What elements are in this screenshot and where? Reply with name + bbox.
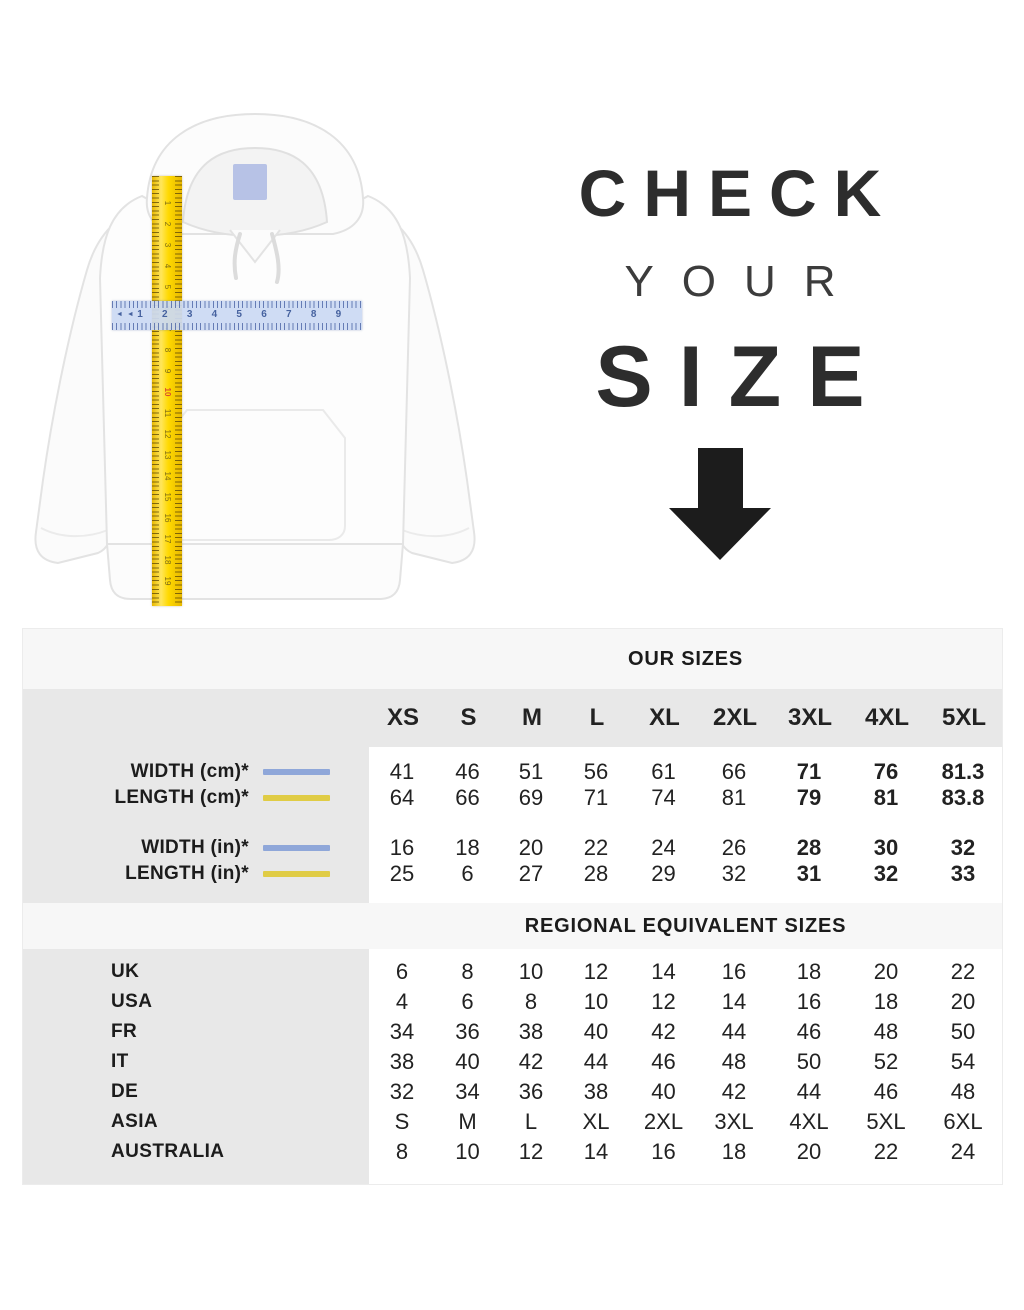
regional-value-cell: 8 — [461, 959, 474, 984]
regional-sizes-band — [23, 903, 1002, 949]
regional-value-cell: 52 — [873, 1049, 899, 1074]
regional-value-cell: 12 — [518, 1139, 544, 1164]
measurement-value-cell: 46 — [455, 759, 480, 784]
regional-row-label: USA — [111, 991, 153, 1012]
measurement-row-label-text: LENGTH (cm)* — [114, 787, 249, 808]
size-header-cell: M — [522, 704, 542, 731]
regional-row-label: AUSTRALIA — [111, 1141, 225, 1162]
size-header-cell: XL — [649, 704, 680, 731]
measurement-values — [368, 835, 1002, 861]
ruler-number: 6 — [261, 309, 267, 320]
measurement-value-cell: 33 — [950, 861, 976, 886]
regional-value-cell: 8 — [395, 1139, 409, 1164]
horizontal-ruler-ticks — [112, 323, 362, 330]
regional-value-cell: M — [458, 1109, 477, 1134]
measurement-value-cell: 69 — [518, 785, 544, 810]
horizontal-ruler-ticks — [112, 301, 362, 308]
regional-value-cell: 44 — [583, 1049, 609, 1074]
size-header-cell: 2XL — [712, 704, 757, 731]
ruler-number: 8 — [310, 309, 317, 320]
measurement-row-label-text: LENGTH (in)* — [125, 863, 249, 884]
measurement-value-cell: 24 — [651, 835, 676, 860]
measurement-value-cell: 66 — [455, 785, 480, 810]
ruler-number: 7 — [286, 309, 292, 320]
measurement-values — [368, 759, 1002, 785]
size-header-cell: 4XL — [864, 704, 909, 731]
ruler-number: 15 — [163, 492, 172, 502]
regional-values — [368, 959, 1002, 985]
ruler-number: 10 — [163, 387, 172, 397]
regional-values — [368, 1109, 1002, 1135]
measurement-row-label — [23, 837, 368, 859]
regional-value-cell: 36 — [455, 1019, 480, 1044]
regional-value-cell: 16 — [651, 1139, 676, 1164]
ruler-number: 14 — [163, 471, 172, 481]
regional-value-cell: 40 — [651, 1079, 676, 1104]
size-header-row — [23, 689, 1002, 747]
measurement-value-cell: 6 — [461, 861, 474, 886]
regional-value-cell: 44 — [721, 1019, 747, 1044]
ruler-number: 5 — [236, 309, 242, 320]
regional-value-cell: 6 — [461, 989, 474, 1014]
vertical-ruler-ticks — [175, 176, 182, 606]
ruler-number: 3 — [186, 309, 193, 320]
regional-value-cell: 2XL — [643, 1109, 684, 1134]
ruler-number: 3 — [163, 242, 172, 248]
regional-value-cell: 8 — [524, 989, 538, 1014]
regional-value-cell: 12 — [651, 989, 676, 1014]
regional-value-cell: 10 — [518, 959, 544, 984]
measurement-value-cell: 71 — [583, 785, 609, 810]
headline-line-1: CHECK — [578, 156, 899, 230]
regional-value-cell: 14 — [583, 1139, 609, 1164]
measurement-value-cell: 28 — [796, 835, 822, 860]
measurement-row — [23, 861, 1002, 887]
regional-value-cell: 4XL — [789, 1109, 829, 1134]
regional-value-cell: 38 — [389, 1049, 415, 1074]
regional-value-cell: S — [394, 1109, 410, 1134]
measurement-row — [23, 785, 1002, 811]
regional-value-cell: 38 — [518, 1019, 544, 1044]
regional-value-cell: 22 — [873, 1139, 899, 1164]
regional-row — [23, 1077, 1002, 1107]
length-swatch — [263, 795, 330, 801]
vertical-ruler-ticks — [152, 176, 159, 606]
vertical-ruler-icon — [152, 176, 182, 606]
regional-value-cell: 14 — [651, 959, 676, 984]
size-header-cell: S — [460, 704, 477, 731]
width-swatch — [263, 845, 330, 851]
regional-values — [368, 1049, 1002, 1075]
ruler-number: 11 — [163, 408, 172, 418]
measurement-value-cell: 32 — [721, 861, 747, 886]
regional-values — [368, 1079, 1002, 1105]
regional-row — [23, 1137, 1002, 1167]
measurement-row — [23, 759, 1002, 785]
measurement-value-cell: 27 — [518, 861, 544, 886]
ruler-number: 13 — [163, 450, 172, 460]
hoodie-neck-label — [233, 164, 267, 200]
ruler-number: 9 — [335, 309, 342, 320]
measurement-value-cell: 64 — [389, 785, 415, 810]
regional-section — [23, 949, 1002, 1184]
measurement-values — [368, 785, 1002, 811]
measurement-value-cell: 76 — [873, 759, 899, 784]
regional-value-cell: 48 — [721, 1049, 747, 1074]
regional-value-cell: 3XL — [714, 1109, 754, 1134]
regional-value-cell: 14 — [721, 989, 747, 1014]
regional-row — [23, 957, 1002, 987]
measurement-value-cell: 18 — [455, 835, 480, 860]
measurement-value-cell: 32 — [950, 835, 976, 860]
measurement-value-cell: 30 — [873, 835, 899, 860]
regional-value-cell: 40 — [455, 1049, 480, 1074]
measurement-value-cell: 81 — [873, 785, 899, 810]
down-arrow-head — [669, 508, 771, 560]
measurement-value-cell: 20 — [518, 835, 544, 860]
regional-row — [23, 1017, 1002, 1047]
regional-row-label: DE — [111, 1081, 139, 1102]
width-swatch — [263, 769, 330, 775]
measurement-value-cell: 25 — [389, 861, 415, 886]
regional-value-cell: 18 — [796, 959, 822, 984]
ruler-number: 4 — [163, 263, 172, 269]
measurement-value-cell: 26 — [721, 835, 747, 860]
hoodie-illustration — [5, 80, 505, 620]
ruler-number: 9 — [163, 368, 172, 374]
regional-value-cell: 34 — [455, 1079, 480, 1104]
horizontal-ruler-icon — [112, 301, 362, 330]
measurement-value-cell: 32 — [873, 861, 899, 886]
regional-value-cell: 46 — [651, 1049, 676, 1074]
measurement-value-cell: 71 — [796, 759, 822, 784]
regional-value-cell: 32 — [389, 1079, 415, 1104]
ruler-number: 19 — [163, 576, 172, 586]
regional-value-cell: 38 — [583, 1079, 609, 1104]
measurement-values — [368, 861, 1002, 887]
regional-value-cell: 44 — [796, 1079, 822, 1104]
regional-row-label: UK — [111, 961, 140, 982]
regional-values — [368, 1019, 1002, 1045]
measurement-value-cell: 29 — [651, 861, 676, 886]
measurement-value-cell: 41 — [389, 759, 415, 784]
measurement-row-label — [23, 787, 368, 809]
down-arrow-stem — [698, 448, 743, 508]
regional-value-cell: 24 — [950, 1139, 976, 1164]
regional-row — [23, 987, 1002, 1017]
ruler-number: 5 — [163, 284, 172, 290]
regional-value-cell: 16 — [796, 989, 822, 1014]
hoodie-image — [5, 80, 505, 620]
ruler-number: 16 — [163, 513, 172, 523]
measurement-row-label — [23, 761, 368, 783]
ruler-number: 1 — [163, 200, 172, 206]
regional-values — [368, 1139, 1002, 1165]
regional-value-cell: 34 — [389, 1019, 415, 1044]
regional-value-cell: 10 — [583, 989, 609, 1014]
measurements-section — [23, 747, 1002, 903]
regional-row-label: ASIA — [111, 1111, 158, 1132]
length-swatch — [263, 871, 330, 877]
regional-value-cell: L — [524, 1109, 538, 1134]
regional-value-cell: 6XL — [943, 1109, 983, 1134]
ruler-number: 12 — [163, 429, 172, 439]
regional-value-cell: 6 — [395, 959, 409, 984]
ruler-number: 2 — [162, 309, 168, 320]
headline-line-2: YOUR — [624, 257, 864, 306]
measurement-row — [23, 835, 1002, 861]
ruler-number: 2 — [163, 221, 172, 227]
regional-value-cell: 20 — [950, 989, 976, 1014]
regional-value-cell: 20 — [796, 1139, 822, 1164]
ruler-number: 4 — [211, 309, 218, 320]
regional-row-label: FR — [111, 1021, 138, 1042]
measurement-value-cell: 56 — [583, 759, 609, 784]
regional-value-cell: 48 — [873, 1019, 899, 1044]
size-chart-table — [22, 628, 1003, 1185]
regional-value-cell: 46 — [796, 1019, 822, 1044]
regional-value-cell: 42 — [651, 1019, 676, 1044]
measurement-row-label — [23, 863, 368, 885]
regional-value-cell: 54 — [950, 1049, 976, 1074]
measurement-value-cell: 83.8 — [941, 785, 985, 810]
down-arrow-icon — [640, 448, 800, 560]
regional-row — [23, 1047, 1002, 1077]
measurement-value-cell: 28 — [583, 861, 609, 886]
headline — [520, 156, 940, 425]
size-header-cell: L — [589, 704, 605, 731]
measurement-value-cell: 79 — [796, 785, 822, 810]
measurement-value-cell: 81 — [721, 785, 747, 810]
regional-value-cell: 50 — [950, 1019, 976, 1044]
regional-value-cell: XL — [582, 1109, 610, 1134]
measurement-rows — [23, 747, 1002, 903]
regional-value-cell: 36 — [518, 1079, 544, 1104]
measurement-value-cell: 66 — [721, 759, 747, 784]
regional-sizes-title: REGIONAL EQUIVALENT SIZES — [524, 915, 847, 937]
regional-value-cell: 10 — [455, 1139, 480, 1164]
regional-value-cell: 12 — [583, 959, 609, 984]
regional-value-cell: 20 — [873, 959, 899, 984]
hoodie-pocket — [165, 410, 345, 540]
size-header-cell: XS — [386, 704, 419, 731]
regional-value-cell: 48 — [950, 1079, 976, 1104]
regional-value-cell: 5XL — [866, 1109, 906, 1134]
headline-line-3: SIZE — [595, 329, 891, 425]
ruler-number: 17 — [163, 534, 172, 544]
measurement-value-cell: 74 — [651, 785, 676, 810]
regional-value-cell: 42 — [721, 1079, 747, 1104]
regional-value-cell: 22 — [950, 959, 976, 984]
regional-value-cell: 42 — [518, 1049, 544, 1074]
regional-value-cell: 50 — [796, 1049, 822, 1074]
ruler-number: 8 — [163, 347, 172, 353]
measurement-value-cell: 31 — [796, 861, 822, 886]
measurement-row-label-text: WIDTH (in)* — [141, 837, 249, 858]
ruler-start-marker: ◄ ◄ — [116, 311, 135, 318]
regional-values — [368, 989, 1002, 1015]
ruler-number: 1 — [137, 309, 143, 320]
regional-value-cell: 18 — [873, 989, 899, 1014]
regional-value-cell: 18 — [721, 1139, 747, 1164]
size-header-cell: 3XL — [787, 704, 832, 731]
our-sizes-title: OUR SIZES — [628, 648, 743, 670]
measurement-value-cell: 61 — [651, 759, 676, 784]
measurement-row-label-text: WIDTH (cm)* — [130, 761, 249, 782]
regional-row — [23, 1107, 1002, 1137]
ruler-number: 18 — [163, 555, 172, 565]
regional-row-label: IT — [111, 1051, 129, 1072]
regional-value-cell: 46 — [873, 1079, 899, 1104]
regional-value-cell: 16 — [721, 959, 747, 984]
regional-value-cell: 4 — [395, 989, 409, 1014]
measurement-value-cell: 51 — [518, 759, 544, 784]
measurement-value-cell: 16 — [389, 835, 415, 860]
regional-rows — [23, 949, 1002, 1184]
regional-value-cell: 40 — [583, 1019, 609, 1044]
size-header-cell: 5XL — [941, 704, 986, 731]
measurement-value-cell: 22 — [583, 835, 609, 860]
size-header-grid — [369, 689, 1003, 747]
our-sizes-band — [23, 629, 1002, 689]
measurement-value-cell: 81.3 — [941, 759, 985, 784]
